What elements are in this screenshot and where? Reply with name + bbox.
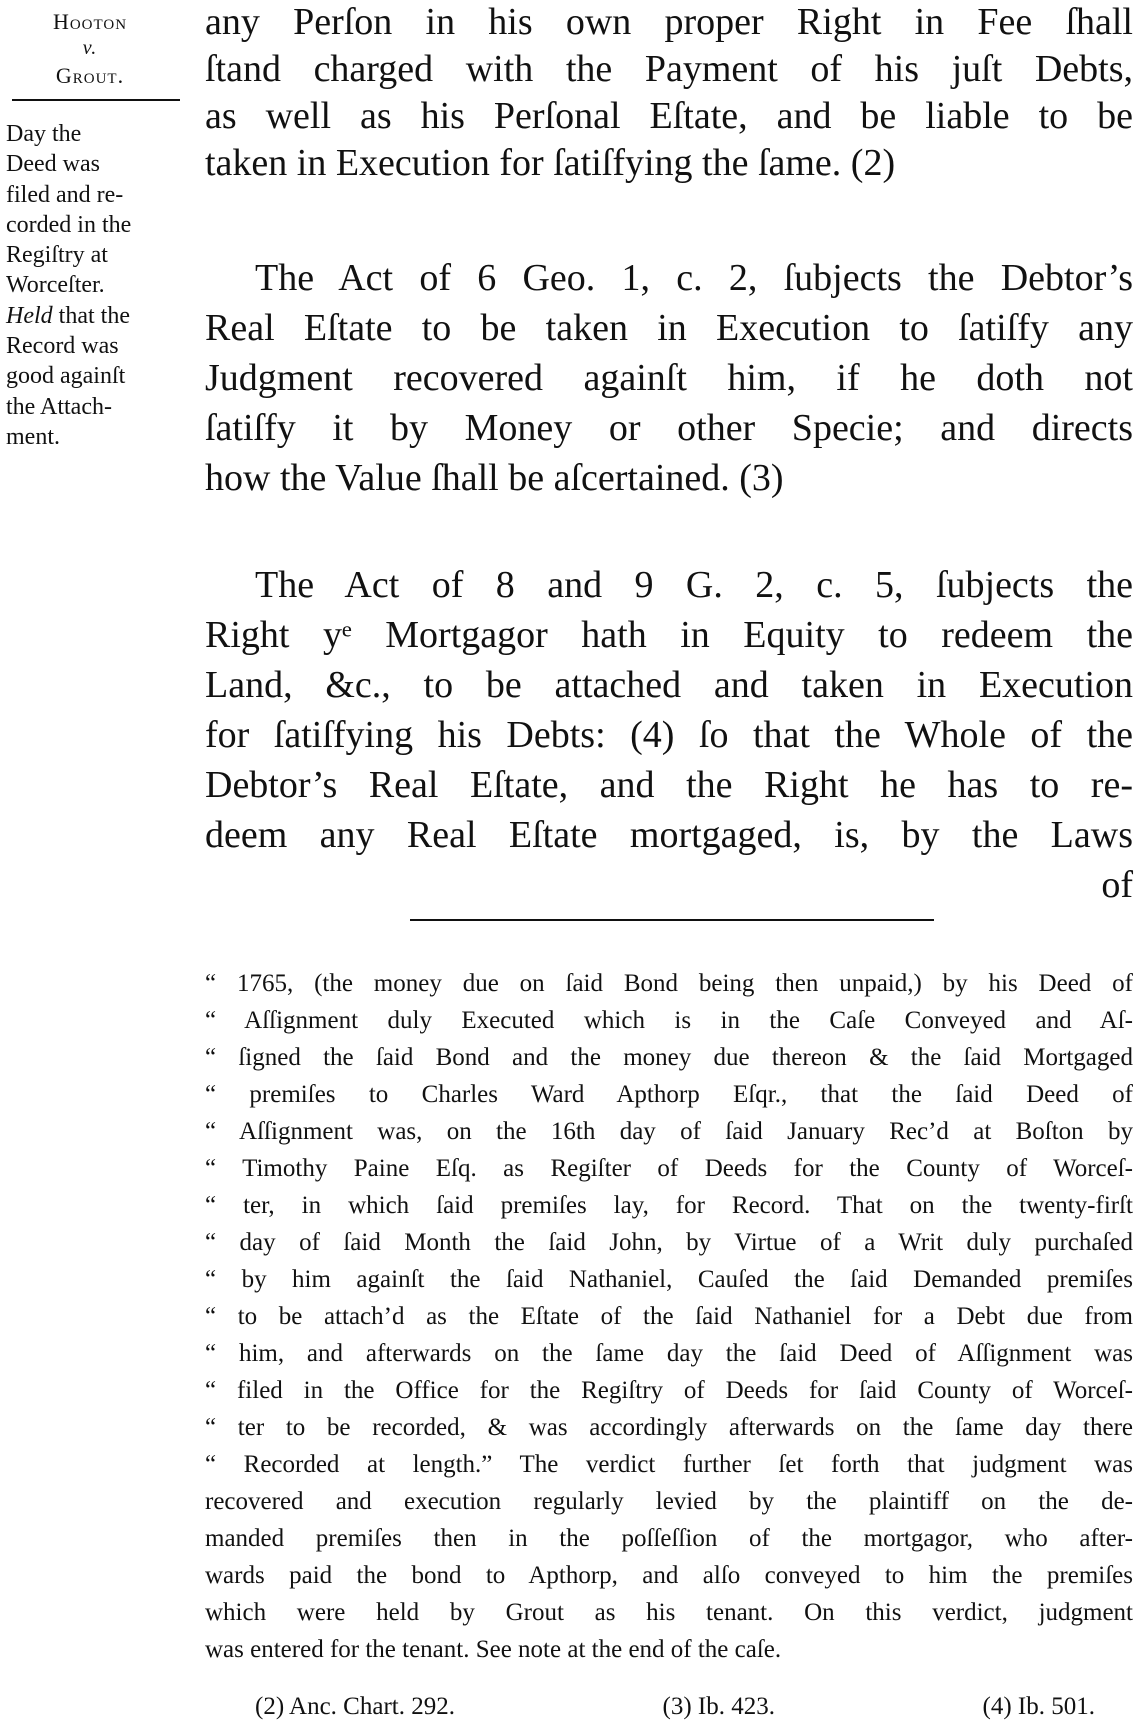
footnote-line: wards paid the bond to Apthorp, and alſo conveyed to him the premiſes — [205, 1562, 1133, 1589]
margin-note — [4, 119, 176, 452]
section-divider — [410, 919, 934, 921]
footnote-line: “ to be attach’d as the Eſtate of the ſaid Nathaniel for a Debt due from — [205, 1303, 1133, 1330]
margin-note-line: good againſt — [6, 363, 126, 390]
main-line: as well as his Perſonal Eſtate, and be liable to be — [205, 95, 1133, 137]
margin-note-line: ment. — [6, 423, 60, 450]
footnote-line: “ him, and afterwards on the ſame day the ſaid Deed of Aſſignment was — [205, 1340, 1133, 1367]
footnote-ref-3: (3) Ib. 423. — [662, 1693, 775, 1720]
footnote-line: “ 1765, (the money due on ſaid Bond being then unpaid,) by his Deed of — [205, 970, 1133, 997]
main-line: ſtand charged with the Payment of his juſt Debts, — [205, 48, 1133, 90]
main-line: Right yᵉ Mortgagor hath in Equity to redeem the — [205, 614, 1133, 656]
margin-note-line: the Attach- — [6, 393, 112, 420]
margin-note-line: Deed was — [6, 151, 100, 178]
margin-note-line: corded in the — [6, 211, 132, 238]
case-party-1: Hooton — [52, 9, 128, 34]
footnote-line: “ ter to be recorded, & was accordingly afterwards on the ſame day there — [205, 1414, 1133, 1441]
caption-rule — [12, 99, 180, 101]
margin-column — [4, 8, 176, 452]
footnote-line: “ premiſes to Charles Ward Apthorp Eſqr., that the ſaid Deed of — [205, 1081, 1133, 1108]
main-line: of — [1101, 864, 1133, 906]
margin-note-held-rest: that the — [52, 302, 130, 329]
footnote-line: “ Recorded at length.” The verdict further ſet forth that judgment was — [205, 1451, 1133, 1478]
main-line: deem any Real Eſtate mortgaged, is, by the Laws — [205, 814, 1133, 856]
margin-note-held: Held — [6, 302, 53, 329]
case-versus: v. — [82, 37, 98, 59]
footnote-line: which were held by Grout as his tenant. On this verdict, judgment — [205, 1599, 1133, 1626]
footnote-line: “ day of ſaid Month the ſaid John, by Virtue of a Writ duly purchaſed — [205, 1229, 1133, 1256]
margin-note-line: filed and re- — [6, 181, 124, 208]
main-line: any Perſon in his own proper Right in Fee ſhall — [205, 1, 1133, 43]
footnote-ref-4: (4) Ib. 501. — [982, 1693, 1095, 1720]
footnote-references — [255, 1689, 1095, 1725]
footnote-line: “ Aſſignment was, on the 16th day of ſaid January Rec’d at Boſton by — [205, 1118, 1133, 1145]
footnote-line: was entered for the tenant. See note at the end of the caſe. — [205, 1636, 782, 1663]
main-line: taken in Execution for ſatiſfying the ſame. (2) — [205, 142, 896, 184]
main-line: The Act of 8 and 9 G. 2, c. 5, ſubjects the — [255, 564, 1133, 606]
footnote-line: “ Timothy Paine Eſq. as Regiſter of Deeds for the County of Worceſ- — [205, 1155, 1133, 1182]
footnote-line: “ Aſſignment duly Executed which is in the Caſe Conveyed and Aſ- — [205, 1007, 1133, 1034]
margin-note-line — [6, 301, 176, 331]
margin-note-line: Record was — [6, 333, 119, 360]
footnote-line: “ by him againſt the ſaid Nathaniel, Cauſed the ſaid Demanded premiſes — [205, 1266, 1133, 1293]
main-line: Real Eſtate to be taken in Execution to ſatiſfy any — [205, 307, 1133, 349]
margin-note-line: Regiſtry at — [6, 242, 108, 269]
main-line: Land, &c., to be attached and taken in Execution — [205, 664, 1133, 706]
main-line: for ſatiſfying his Debts: (4) ſo that the Whole of the — [205, 714, 1133, 756]
main-line: how the Value ſhall be aſcertained. (3) — [205, 457, 784, 499]
footnote-line: “ ſigned the ſaid Bond and the money due thereon & the ſaid Mortgaged — [205, 1044, 1133, 1071]
footnote-line: “ ter, in which ſaid premiſes lay, for Record. That on the twenty-firſt — [205, 1192, 1133, 1219]
case-party-2: Grout. — [55, 63, 125, 88]
footnote-line: recovered and execution regularly levied by the plaintiff on the de- — [205, 1488, 1133, 1515]
margin-note-line: Day the — [6, 121, 82, 147]
main-line: Debtor’s Real Eſtate, and the Right he has to re- — [205, 764, 1133, 806]
margin-note-line: Worceſter. — [6, 272, 105, 299]
footnote-line: manded premiſes then in the poſſeſſion of the mortgagor, who after- — [205, 1525, 1133, 1552]
main-line: Judgment recovered againſt him, if he doth not — [205, 357, 1133, 399]
case-caption — [4, 8, 176, 89]
main-line: ſatiſfy it by Money or other Specie; and directs — [205, 407, 1133, 449]
footnote-line: “ filed in the Office for the Regiſtry of Deeds for ſaid County of Worceſ- — [205, 1377, 1133, 1404]
main-line: The Act of 6 Geo. 1, c. 2, ſubjects the Debtor’s — [255, 257, 1133, 299]
footnote-ref-2: (2) Anc. Chart. 292. — [255, 1693, 455, 1720]
